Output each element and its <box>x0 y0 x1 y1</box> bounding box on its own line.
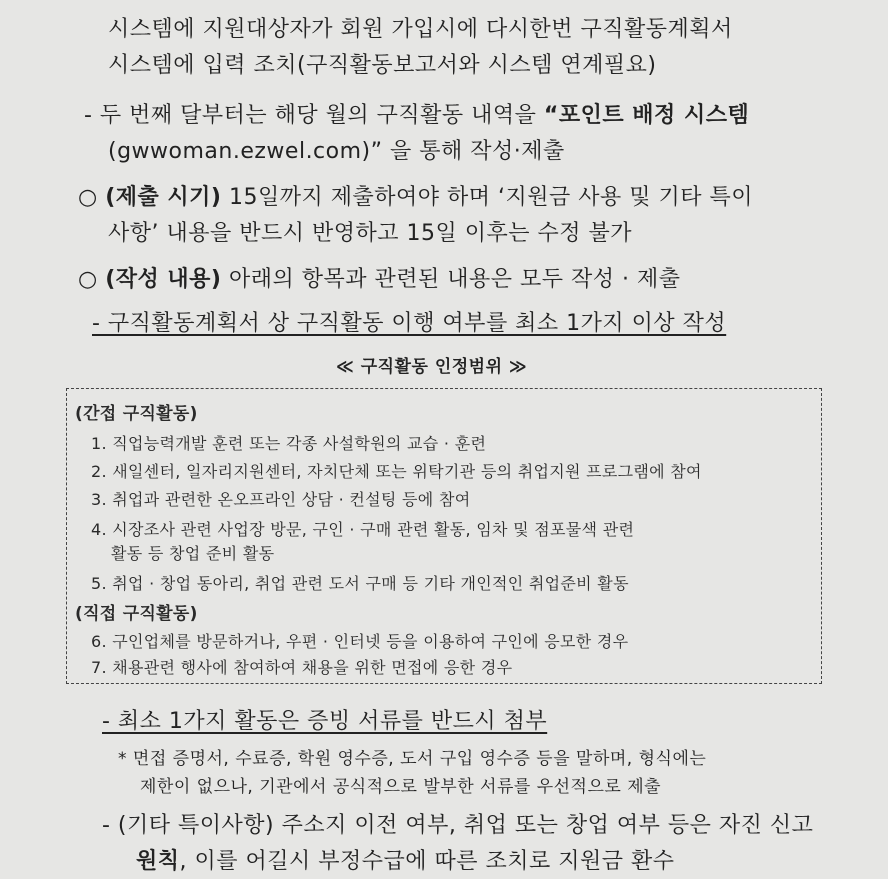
indirect-title: (간접 구직활동) <box>75 404 198 424</box>
direct-title: (직접 구직활동) <box>75 604 198 624</box>
body-line-2: 시스템에 입력 조치(구직활동보고서와 시스템 연계필요) <box>108 53 657 78</box>
etc-line-2 <box>136 844 675 875</box>
list-item: 1. 직업능력개발 훈련 또는 각종 사설학원의 교습 · 훈련 <box>91 434 487 453</box>
list-item: 5. 취업 · 창업 동아리, 취업 관련 도서 구매 등 기타 개인적인 취업준비 활동 <box>91 574 629 593</box>
list-item: 6. 구인업체를 방문하거나, 우편 · 인터넷 등을 이용하여 구인에 응모한 경우 <box>91 632 629 651</box>
content-line <box>78 262 680 293</box>
plan-requirement-line: - 구직활동계획서 상 구직활동 이행 여부를 최소 1가지 이상 작성 <box>92 311 727 336</box>
list-item-continued: 활동 등 창업 준비 활동 <box>111 544 275 563</box>
etc-line-1: - (기타 특이사항) 주소지 이전 여부, 취업 또는 창업 여부 등은 자진 신고 <box>102 813 814 838</box>
second-month-prefix: - 두 번째 달부터는 해당 월의 구직활동 내역을 <box>84 103 544 128</box>
etc-rest: , 이를 어길시 부정수급에 따른 조치로 지원금 환수 <box>179 849 675 874</box>
evidence-note-1: * 면접 증명서, 수료증, 학원 영수증, 도서 구입 영수증 등을 말하며, 형식에는 <box>118 749 707 769</box>
circle-bullet: ○ <box>78 267 98 292</box>
second-month-line-2 <box>108 134 565 165</box>
system-url: (gwwoman.ezwel.com)” <box>108 139 383 164</box>
submit-time-label: (제출 시기) <box>105 185 222 210</box>
content-text: 아래의 항목과 관련된 내용은 모두 작성 · 제출 <box>221 267 681 292</box>
point-system-name: “포인트 배정 시스템 <box>543 103 750 128</box>
etc-principle: 원칙 <box>136 849 180 874</box>
list-item: 7. 채용관련 행사에 참여하여 채용을 위한 면접에 응한 경우 <box>91 658 513 677</box>
evidence-line: - 최소 1가지 활동은 증빙 서류를 반드시 첨부 <box>102 709 548 734</box>
scope-title: ≪ 구직활동 인정범위 ≫ <box>336 357 528 377</box>
submit-time-text: 15일까지 제출하여야 하며 ‘지원금 사용 및 기타 특이 <box>221 185 753 210</box>
list-item: 4. 시장조사 관련 사업장 방문, 구인 · 구매 관련 활동, 임차 및 점포물색 관련 <box>91 520 635 539</box>
evidence-note-2: 제한이 없으나, 기관에서 공식적으로 발부한 서류를 우선적으로 제출 <box>140 777 662 797</box>
body-line-1: 시스템에 지원대상자가 회원 가입시에 다시한번 구직활동계획서 <box>108 17 733 42</box>
content-label: (작성 내용) <box>105 267 222 292</box>
list-item: 3. 취업과 관련한 온오프라인 상담 · 컨설팅 등에 참여 <box>91 490 471 509</box>
submit-time-line-2: 사항’ 내용을 반드시 반영하고 15일 이후는 수정 불가 <box>108 221 632 246</box>
activity-scope-box <box>66 388 822 684</box>
second-month-suffix: 을 통해 작성·제출 <box>382 139 565 164</box>
second-month-line <box>84 98 749 129</box>
submit-time-line <box>78 180 753 211</box>
circle-bullet: ○ <box>78 185 98 210</box>
list-item: 2. 새일센터, 일자리지원센터, 자치단체 또는 위탁기관 등의 취업지원 프로그램에 참여 <box>91 462 702 481</box>
